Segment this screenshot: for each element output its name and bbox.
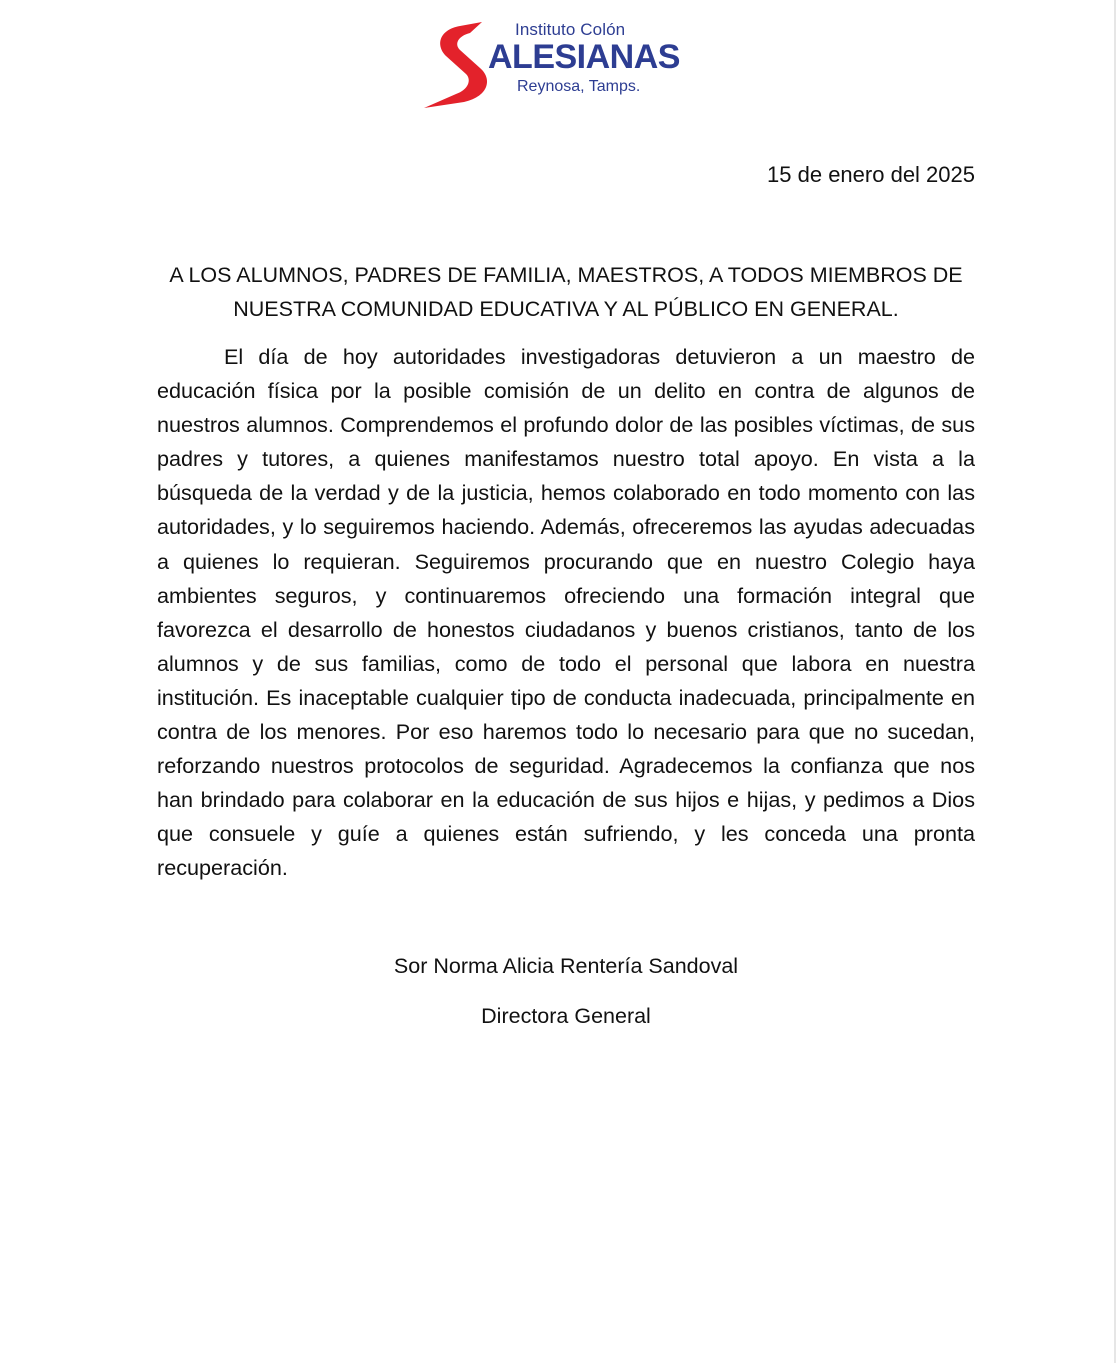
- logo-bottom-text: Reynosa, Tamps.: [517, 78, 641, 95]
- signature-name: Sor Norma Alicia Rentería Sandoval: [393, 954, 739, 978]
- letter-heading: A LOS ALUMNOS, PADRES DE FAMILIA, MAESTROS, A TODOS MIEMBROS DE NUESTRA COMUNIDAD EDUCATIVA Y AL PÚBLICO EN GENERAL.: [169, 263, 963, 321]
- letter-date: 15 de enero del 2025: [767, 162, 975, 187]
- institution-logo: [420, 18, 690, 118]
- signature-title: Directora General: [481, 1004, 651, 1028]
- logo-main-text: ALESIANAS: [488, 38, 680, 76]
- letter-body: El día de hoy autoridades investigadoras detuvieron a un maestro de educación física por la posible comisión de un delito en contra de algunos de nuestros alumnos. Comprendemos el profundo dolor de las posibles víctimas, de sus padres y tutores, a quienes manifestamos nuestro total apoyo. En vista a la búsqueda de la verdad y de la justicia, hemos colaborado en todo momento con las autoridades, y lo seguiremos haciendo. Además, ofreceremos las ayudas adecuadas a quienes lo requieran. Seguiremos procurando que en nuestro Colegio haya ambientes seguros, y continuaremos ofreciendo una formación integral que favorezca el desarrollo de honestos ciudadanos y buenos cristianos, tanto de los alumnos y de sus familias, como de todo el personal que labora en nuestra institución. Es inaceptable cualquier tipo de conducta inadecuada, principalmente en contra de los menores. Por eso haremos todo lo necesario para que no sucedan, reforzando nuestros protocolos de seguridad. Agradecemos la confianza que nos han brindado para colaborar en la educación de sus hijos e hijas, y pedimos a Dios que consuele y guíe a quienes están sufriendo, y les conceda una pronta recuperación.: [157, 344, 975, 881]
- logo-top-text: Instituto Colón: [515, 20, 626, 39]
